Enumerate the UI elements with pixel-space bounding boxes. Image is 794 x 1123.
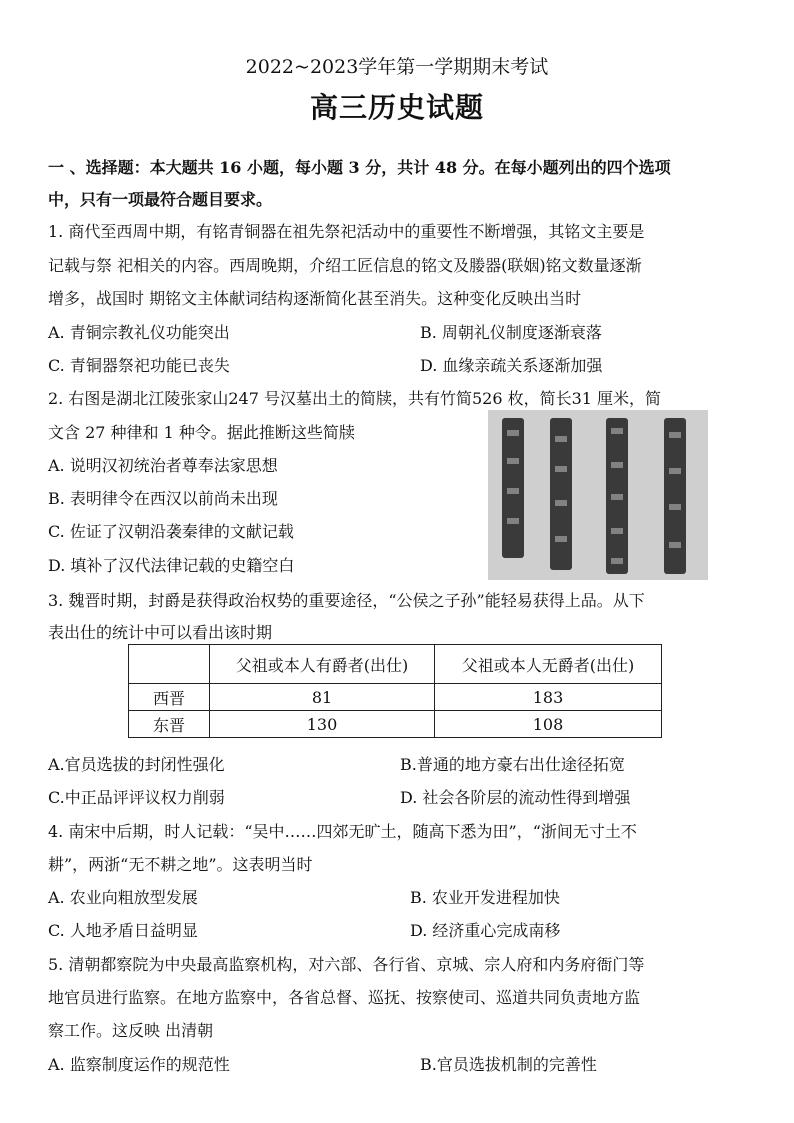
question-1-line-3: 增多，战国时 期铭文主体献词结构逐渐简化甚至消失。这种变化反映出当时 xyxy=(48,289,582,308)
bamboo-slips-image xyxy=(488,410,708,580)
question-4-option-d[interactable]: D. 经济重心完成南移 xyxy=(410,921,561,940)
question-5-line-3: 察工作。这反映 出清朝 xyxy=(48,1021,214,1040)
question-1-option-b[interactable]: B. 周朝礼仪制度逐渐衰落 xyxy=(420,323,602,342)
question-3-line-1: 3. 魏晋时期，封爵是获得政治权势的重要途径，“公侯之子孙”能轻易获得上品。从下 xyxy=(48,591,645,610)
question-5-option-a[interactable]: A. 监察制度运作的规范性 xyxy=(48,1055,230,1074)
bamboo-slip xyxy=(550,418,572,570)
question-2-line-2: 文含 27 种律和 1 种令。据此推断这些简牍 xyxy=(48,423,355,442)
question-4-option-c[interactable]: C. 人地矛盾日益明显 xyxy=(48,921,198,940)
question-4-option-a[interactable]: A. 农业向粗放型发展 xyxy=(48,888,198,907)
question-3-option-b[interactable]: B.普通的地方豪右出仕途径拓宽 xyxy=(400,755,625,774)
table-row xyxy=(129,711,662,738)
question-2-option-d[interactable]: D. 填补了汉代法律记载的史籍空白 xyxy=(48,556,295,575)
table-cell: 130 xyxy=(210,711,435,738)
question-1-line-2: 记载与祭 祀相关的内容。西周晚期，介绍工匠信息的铭文及媵器(联姻)铭文数量逐渐 xyxy=(48,256,642,275)
question-4-option-b[interactable]: B. 农业开发进程加快 xyxy=(410,888,560,907)
question-1-option-a[interactable]: A. 青铜宗教礼仪功能突出 xyxy=(48,323,230,342)
table-header-cell: 父祖或本人有爵者(出仕) xyxy=(210,645,435,684)
table-cell: 81 xyxy=(210,684,435,711)
table-cell: 东晋 xyxy=(129,711,210,738)
table-cell: 西晋 xyxy=(129,684,210,711)
question-3-option-d[interactable]: D. 社会各阶层的流动性得到增强 xyxy=(400,788,631,807)
question-1-option-c[interactable]: C. 青铜器祭祀功能已丧失 xyxy=(48,356,230,375)
subject-title: 高三历史试题 xyxy=(309,91,484,124)
question-4-line-2: 耕”，两浙“无不耕之地”。这表明当时 xyxy=(48,855,313,874)
question-5-line-1: 5. 清朝都察院为中央最高监察机构，对六部、各行省、京城、宗人府和内务府衙门等 xyxy=(48,955,645,974)
question-2-line-1: 2. 右图是湖北江陵张家山247 号汉墓出土的简牍，共有竹简526 枚，简长31 厘米，简 xyxy=(48,389,662,408)
question-2-option-c[interactable]: C. 佐证了汉朝沿袭秦律的文献记载 xyxy=(48,522,294,541)
question-5-line-2: 地官员进行监察。在地方监察中，各省总督、巡抚、按察使司、巡道共同负责地方监 xyxy=(48,988,641,1007)
table-cell: 108 xyxy=(435,711,662,738)
table-header-row xyxy=(129,645,662,684)
question-5-option-b[interactable]: B.官员选拔机制的完善性 xyxy=(420,1055,597,1074)
section-instruction-line-1: 一 、选择题：本大题共 16 小题，每小题 3 分，共计 48 分。在每小题列出的四个选项 xyxy=(48,158,671,177)
bamboo-slip xyxy=(664,418,686,574)
table-header-cell: 父祖或本人无爵者(出仕) xyxy=(435,645,662,684)
question-1-line-1: 1. 商代至西周中期，有铭青铜器在祖先祭祀活动中的重要性不断增强，其铭文主要是 xyxy=(48,222,645,241)
question-2-option-a[interactable]: A. 说明汉初统治者尊奉法家思想 xyxy=(48,456,278,475)
question-3-line-2: 表出仕的统计中可以看出该时期 xyxy=(48,623,273,642)
question-2-option-b[interactable]: B. 表明律令在西汉以前尚未出现 xyxy=(48,489,278,508)
question-3-option-c[interactable]: C.中正品评评议权力削弱 xyxy=(48,788,225,807)
table-cell: 183 xyxy=(435,684,662,711)
statistics-table xyxy=(128,644,662,738)
table-header-cell xyxy=(129,645,210,684)
table-row xyxy=(129,684,662,711)
question-4-line-1: 4. 南宋中后期，时人记载：“吴中……四郊无旷土，随高下悉为田”，“浙间无寸土不 xyxy=(48,822,637,841)
question-3-option-a[interactable]: A.官员选拔的封闭性强化 xyxy=(48,755,225,774)
section-instruction-line-2: 中，只有一项最符合题目要求。 xyxy=(48,190,273,209)
bamboo-slip xyxy=(606,418,628,574)
bamboo-slip xyxy=(502,418,524,558)
exam-title: 2022~2023学年第一学期期末考试 xyxy=(245,56,549,78)
question-1-option-d[interactable]: D. 血缘亲疏关系逐渐加强 xyxy=(420,356,603,375)
